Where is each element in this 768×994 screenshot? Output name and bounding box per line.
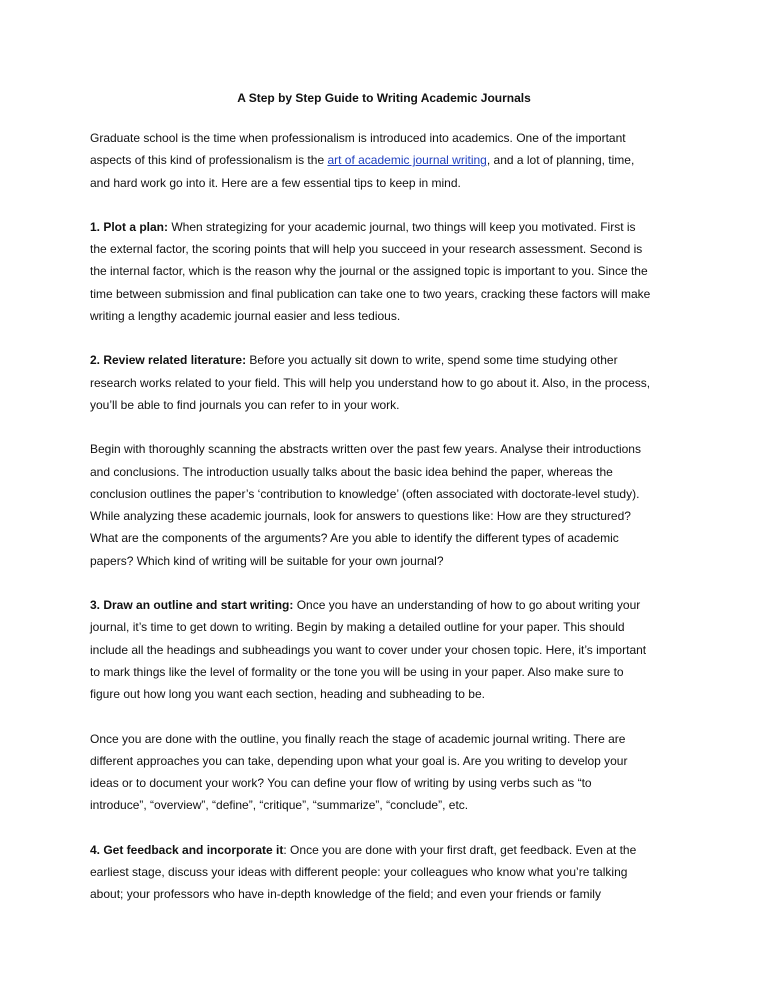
- paragraph-scanning-abstracts: [90, 438, 690, 572]
- text-line: include all the headings and subheadings you want to cover under your chosen topic. Here, it’s important: [90, 642, 647, 657]
- text-line: [90, 594, 690, 616]
- text-line: papers? Which kind of writing will be suitable for your own journal?: [90, 553, 444, 568]
- text-line: ideas or to document your work? You can define your flow of writing by using verbs such as “to: [90, 776, 592, 791]
- text-line: you’ll be able to find journals you can refer to in your work.: [90, 397, 400, 412]
- section-get-feedback: [90, 839, 690, 906]
- section-heading: 2. Review related literature:: [90, 353, 247, 368]
- text-line: and conclusions. The introduction usually talks about the basic idea behind the paper, whereas the: [90, 464, 613, 479]
- text-line: Begin with thoroughly scanning the abstracts written over the past few years. Analyse their introductions: [90, 442, 641, 457]
- document-title: A Step by Step Guide to Writing Academic Journals: [237, 91, 531, 105]
- text-line: about; your professors who have in-depth knowledge of the field; and even your friends or family: [90, 887, 601, 902]
- academic-journal-writing-link[interactable]: art of academic journal writing: [327, 153, 487, 168]
- text-line: What are the components of the arguments? Are you able to identify the different types of academic: [90, 531, 619, 546]
- text-line: Graduate school is the time when professionalism is introduced into academics. One of the important: [90, 131, 626, 145]
- section-plot-a-plan: [90, 216, 690, 327]
- text-span: Before you actually sit down to write, spend some time studying other: [246, 353, 618, 368]
- text-line: to mark things like the level of formality or the tone you will be using in your paper. Also make sure to: [90, 664, 624, 679]
- text-line: introduce”, “overview”, “define”, “critique”, “summarize”, “conclude”, etc.: [90, 798, 469, 813]
- text-line: the internal factor, which is the reason why the journal or the assigned topic is important to you. Since the: [90, 264, 648, 279]
- text-line: While analyzing these academic journals, look for answers to questions like: How are they structured?: [90, 509, 631, 524]
- text-line: writing a lengthy academic journal easier and less tedious.: [90, 309, 401, 324]
- text-line: the external factor, the scoring points that will help you succeed in your research assessment. Second is: [90, 242, 643, 257]
- section-heading: 1. Plot a plan:: [90, 219, 169, 234]
- section-heading: 3. Draw an outline and start writing:: [90, 598, 294, 613]
- text-line: time between submission and final publication can take one to two years, cracking these factors will make: [90, 286, 651, 301]
- text-span: : Once you are done with your first draft, get feedback. Even at the: [283, 842, 637, 857]
- text-line: [90, 839, 690, 861]
- text-span: Once you have an understanding of how to go about writing your: [293, 598, 641, 613]
- text-line: [90, 349, 690, 371]
- section-heading: 4. Get feedback and incorporate it: [90, 842, 284, 857]
- text-line: Once you are done with the outline, you finally reach the stage of academic journal writing. There are: [90, 731, 626, 746]
- text-line: [90, 216, 690, 238]
- text-line: earliest stage, discuss your ideas with different people: your colleagues who know what you’re talking: [90, 865, 628, 880]
- intro-paragraph: [90, 127, 690, 194]
- text-line: and hard work go into it. Here are a few essential tips to keep in mind.: [90, 175, 461, 190]
- text-span: aspects of this kind of professionalism is the: [90, 153, 328, 168]
- text-line: conclusion outlines the paper’s ‘contribution to knowledge’ (often associated with doctorate-level study).: [90, 486, 640, 501]
- paragraph-writing-approaches: [90, 728, 690, 817]
- text-span: When strategizing for your academic journal, two things will keep you motivated. First is: [168, 219, 636, 234]
- text-line: research works related to your field. This will help you understand how to go about it. Also, in the process,: [90, 375, 651, 390]
- text-line: figure out how long you want each section, heading and subheading to be.: [90, 687, 485, 702]
- text-line: [90, 149, 690, 171]
- document-body: [90, 127, 690, 928]
- section-draw-outline: [90, 594, 690, 705]
- text-line: journal, it’s time to get down to writing. Begin by making a detailed outline for your paper. This should: [90, 620, 625, 635]
- text-span: , and a lot of planning, time,: [486, 153, 635, 168]
- text-line: different approaches you can take, depending upon what your goal is. Are you writing to develop your: [90, 753, 628, 768]
- section-review-literature: [90, 349, 690, 416]
